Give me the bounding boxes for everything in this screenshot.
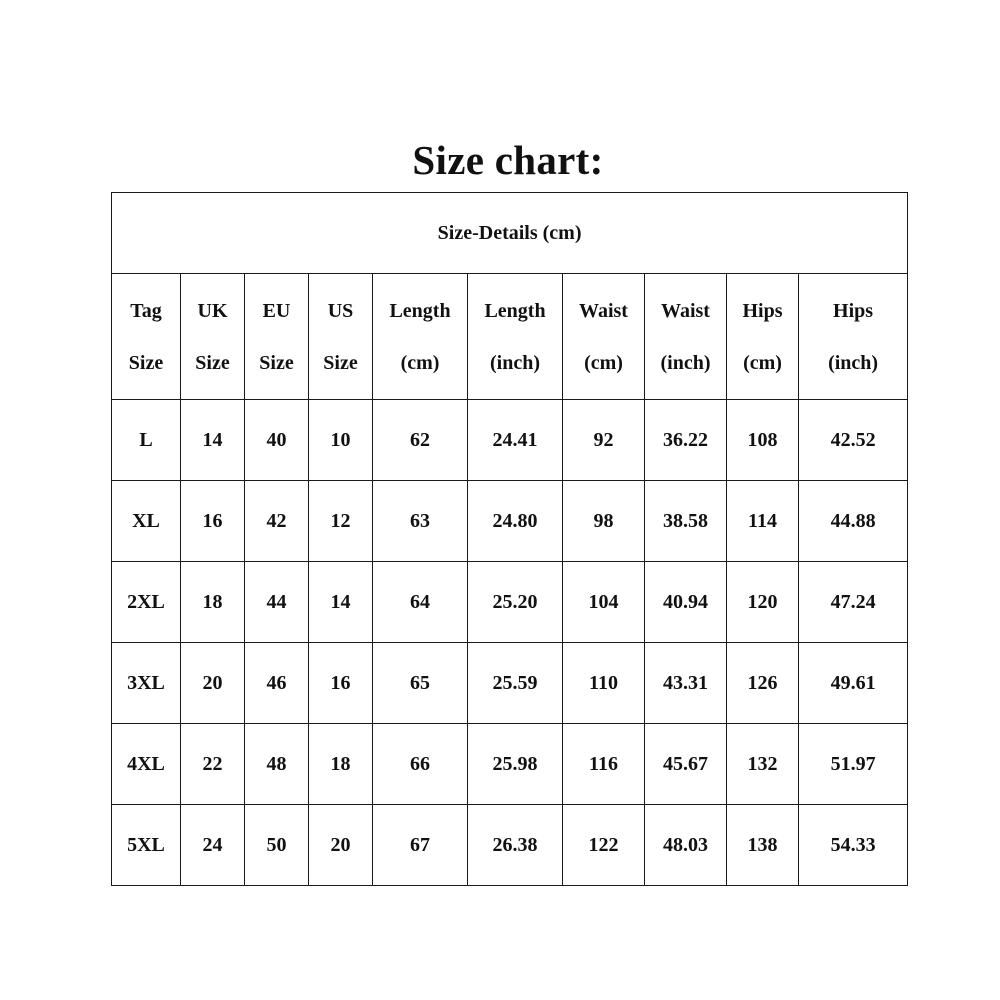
header-line1: EU bbox=[262, 299, 291, 322]
table-cell: 46 bbox=[245, 643, 309, 724]
header-line1: UK bbox=[197, 299, 228, 322]
header-us-size bbox=[309, 274, 373, 400]
table-row bbox=[112, 481, 908, 562]
table-cell: 16 bbox=[309, 643, 373, 724]
header-line1: US bbox=[327, 299, 354, 322]
table-cell: 18 bbox=[181, 562, 245, 643]
table-cell: 138 bbox=[727, 805, 799, 886]
table-cell: 110 bbox=[563, 643, 645, 724]
header-line1: Hips bbox=[742, 299, 783, 322]
header-line1: Waist bbox=[661, 299, 710, 322]
size-chart-table bbox=[111, 192, 908, 886]
table-row bbox=[112, 562, 908, 643]
header-line2: Size bbox=[195, 351, 230, 374]
table-cell: 25.59 bbox=[468, 643, 563, 724]
table-cell: 98 bbox=[563, 481, 645, 562]
header-line2: Size bbox=[128, 351, 164, 374]
header-line2: (inch) bbox=[828, 351, 879, 374]
table-cell: 36.22 bbox=[645, 400, 727, 481]
table-cell: 20 bbox=[181, 643, 245, 724]
table-cell: 48.03 bbox=[645, 805, 727, 886]
table-cell: L bbox=[112, 400, 181, 481]
table-cell: 54.33 bbox=[799, 805, 908, 886]
table-cell: 64 bbox=[373, 562, 468, 643]
table-row bbox=[112, 643, 908, 724]
table-cell: 3XL bbox=[112, 643, 181, 724]
table-cell: 108 bbox=[727, 400, 799, 481]
page-title: Size chart: bbox=[412, 137, 604, 183]
table-cell: 25.98 bbox=[468, 724, 563, 805]
table-cell: 67 bbox=[373, 805, 468, 886]
table-row bbox=[112, 400, 908, 481]
table-header-row bbox=[112, 274, 908, 400]
table-cell: 24 bbox=[181, 805, 245, 886]
table-caption: Size-Details (cm) bbox=[112, 193, 908, 274]
table-cell: 20 bbox=[309, 805, 373, 886]
header-line1: Length bbox=[389, 299, 451, 322]
table-cell: 66 bbox=[373, 724, 468, 805]
table-cell: 14 bbox=[181, 400, 245, 481]
table-cell: 104 bbox=[563, 562, 645, 643]
table-cell: 114 bbox=[727, 481, 799, 562]
table-cell: 92 bbox=[563, 400, 645, 481]
header-line2: (cm) bbox=[400, 351, 440, 374]
table-cell: 50 bbox=[245, 805, 309, 886]
table-cell: 116 bbox=[563, 724, 645, 805]
table-cell: 2XL bbox=[112, 562, 181, 643]
table-cell: 48 bbox=[245, 724, 309, 805]
table-cell: 40 bbox=[245, 400, 309, 481]
header-line2: (cm) bbox=[743, 351, 782, 374]
table-cell: 10 bbox=[309, 400, 373, 481]
header-tag-size bbox=[112, 274, 181, 400]
table-cell: 51.97 bbox=[799, 724, 908, 805]
table-cell: 45.67 bbox=[645, 724, 727, 805]
table-cell: 38.58 bbox=[645, 481, 727, 562]
table-cell: 22 bbox=[181, 724, 245, 805]
header-line2: (inch) bbox=[490, 351, 540, 374]
table-row bbox=[112, 724, 908, 805]
header-waist-cm bbox=[563, 274, 645, 400]
table-cell: 24.41 bbox=[468, 400, 563, 481]
table-cell: 49.61 bbox=[799, 643, 908, 724]
header-length-inch bbox=[468, 274, 563, 400]
table-cell: 65 bbox=[373, 643, 468, 724]
table-cell: XL bbox=[112, 481, 181, 562]
table-cell: 63 bbox=[373, 481, 468, 562]
table-cell: 14 bbox=[309, 562, 373, 643]
table-cell: 16 bbox=[181, 481, 245, 562]
table-cell: 62 bbox=[373, 400, 468, 481]
table-cell: 44.88 bbox=[799, 481, 908, 562]
header-line1: Waist bbox=[579, 299, 628, 322]
header-hips-cm bbox=[727, 274, 799, 400]
table-cell: 120 bbox=[727, 562, 799, 643]
header-length-cm bbox=[373, 274, 468, 400]
table-cell: 24.80 bbox=[468, 481, 563, 562]
header-line2: Size bbox=[323, 351, 358, 374]
table-cell: 12 bbox=[309, 481, 373, 562]
header-line2: (inch) bbox=[660, 351, 711, 374]
table-cell: 126 bbox=[727, 643, 799, 724]
table-cell: 132 bbox=[727, 724, 799, 805]
header-line2: (cm) bbox=[584, 351, 623, 374]
table-cell: 44 bbox=[245, 562, 309, 643]
table-row bbox=[112, 805, 908, 886]
header-line1: Hips bbox=[833, 299, 874, 322]
table-cell: 40.94 bbox=[645, 562, 727, 643]
table-cell: 26.38 bbox=[468, 805, 563, 886]
header-line1: Length bbox=[484, 299, 546, 322]
table-cell: 47.24 bbox=[799, 562, 908, 643]
header-uk-size bbox=[181, 274, 245, 400]
table-cell: 18 bbox=[309, 724, 373, 805]
table-caption-row bbox=[112, 193, 908, 274]
table-cell: 42 bbox=[245, 481, 309, 562]
header-line1: Tag bbox=[130, 299, 162, 322]
table-cell: 5XL bbox=[112, 805, 181, 886]
table-cell: 43.31 bbox=[645, 643, 727, 724]
table-cell: 122 bbox=[563, 805, 645, 886]
header-waist-inch bbox=[645, 274, 727, 400]
header-line2: Size bbox=[259, 351, 294, 374]
table-cell: 42.52 bbox=[799, 400, 908, 481]
table-cell: 4XL bbox=[112, 724, 181, 805]
header-eu-size bbox=[245, 274, 309, 400]
table-cell: 25.20 bbox=[468, 562, 563, 643]
header-hips-inch bbox=[799, 274, 908, 400]
